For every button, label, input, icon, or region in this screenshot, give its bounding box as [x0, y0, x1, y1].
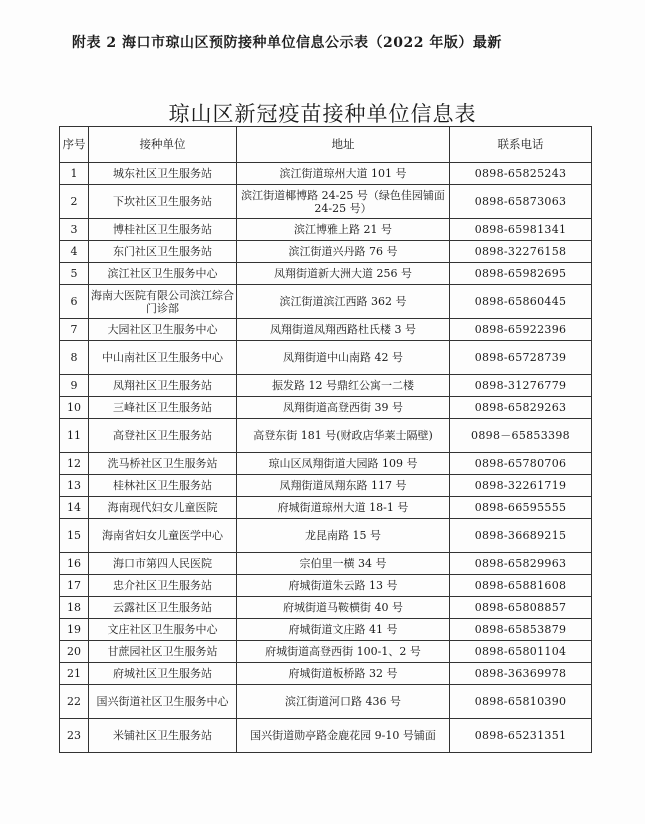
row-phone: 0898-66595555	[450, 497, 592, 519]
page-title: 琼山区新冠疫苗接种单位信息表	[168, 102, 477, 126]
row-no: 5	[60, 263, 89, 285]
table-row	[60, 319, 592, 341]
row-unit: 三峰社区卫生服务站	[89, 397, 237, 419]
table-row	[60, 453, 592, 475]
row-unit: 博桂社区卫生服务站	[89, 219, 237, 241]
table-row	[60, 375, 592, 397]
row-phone: 0898-65829963	[450, 553, 592, 575]
row-unit: 桂林社区卫生服务站	[89, 475, 237, 497]
column-header-no: 序号	[60, 127, 89, 163]
row-address: 府城街道马鞍横街 40 号	[237, 597, 450, 619]
row-no: 6	[60, 285, 89, 319]
row-unit: 海南省妇女儿童医学中心	[89, 519, 237, 553]
row-phone: 0898-65881608	[450, 575, 592, 597]
table-row	[60, 285, 592, 319]
row-address: 高登东街 181 号(财政店华莱士隔壁)	[237, 419, 450, 453]
row-phone: 0898-65728739	[450, 341, 592, 375]
row-address: 府城街道文庄路 41 号	[237, 619, 450, 641]
row-address: 宗伯里一横 34 号	[237, 553, 450, 575]
row-address: 府城街道琼州大道 18-1 号	[237, 497, 450, 519]
row-no: 4	[60, 241, 89, 263]
row-unit: 凤翔社区卫生服务站	[89, 375, 237, 397]
row-address: 琼山区凤翔街道大园路 109 号	[237, 453, 450, 475]
row-no: 8	[60, 341, 89, 375]
appendix-header: 附表 2 海口市琼山区预防接种单位信息公示表（2022 年版）最新	[72, 35, 502, 51]
row-unit: 大园社区卫生服务中心	[89, 319, 237, 341]
row-phone: 0898-65780706	[450, 453, 592, 475]
row-address: 振发路 12 号鼎红公寓一二楼	[237, 375, 450, 397]
row-address: 凤翔街道高登西街 39 号	[237, 397, 450, 419]
table-row	[60, 397, 592, 419]
row-address: 滨江街道琼州大道 101 号	[237, 163, 450, 185]
row-address: 府城街道朱云路 13 号	[237, 575, 450, 597]
row-address: 国兴街道勋亭路金鹿花园 9-10 号铺面	[237, 719, 450, 753]
row-phone: 0898-32261719	[450, 475, 592, 497]
row-address: 龙昆南路 15 号	[237, 519, 450, 553]
row-unit: 下坎社区卫生服务站	[89, 185, 237, 219]
table-row	[60, 553, 592, 575]
table-row	[60, 663, 592, 685]
row-unit: 海南大医院有限公司滨江综合门诊部	[89, 285, 237, 319]
row-no: 18	[60, 597, 89, 619]
table-row	[60, 519, 592, 553]
row-unit: 米铺社区卫生服务站	[89, 719, 237, 753]
row-unit: 国兴街道社区卫生服务中心	[89, 685, 237, 719]
row-no: 3	[60, 219, 89, 241]
row-phone: 0898-65860445	[450, 285, 592, 319]
row-no: 7	[60, 319, 89, 341]
row-unit: 城东社区卫生服务站	[89, 163, 237, 185]
row-no: 19	[60, 619, 89, 641]
table-row	[60, 575, 592, 597]
row-no: 15	[60, 519, 89, 553]
table-row	[60, 475, 592, 497]
row-no: 14	[60, 497, 89, 519]
row-phone: 0898-65982695	[450, 263, 592, 285]
row-no: 22	[60, 685, 89, 719]
row-address: 凤翔街道中山南路 42 号	[237, 341, 450, 375]
row-no: 1	[60, 163, 89, 185]
row-phone: 0898-65873063	[450, 185, 592, 219]
row-unit: 甘蔗园社区卫生服务站	[89, 641, 237, 663]
row-phone: 0898-65981341	[450, 219, 592, 241]
row-unit: 府城社区卫生服务站	[89, 663, 237, 685]
row-no: 2	[60, 185, 89, 219]
row-no: 13	[60, 475, 89, 497]
row-no: 12	[60, 453, 89, 475]
table-row	[60, 419, 592, 453]
row-address: 府城街道高登西街 100-1、2 号	[237, 641, 450, 663]
row-phone: 0898-65825243	[450, 163, 592, 185]
table-row	[60, 219, 592, 241]
row-address: 府城街道板桥路 32 号	[237, 663, 450, 685]
row-phone: 0898-32276158	[450, 241, 592, 263]
row-phone: 0898-65231351	[450, 719, 592, 753]
table-row	[60, 263, 592, 285]
row-no: 20	[60, 641, 89, 663]
row-unit: 文庄社区卫生服务中心	[89, 619, 237, 641]
table-row	[60, 241, 592, 263]
row-unit: 海南现代妇女儿童医院	[89, 497, 237, 519]
row-no: 9	[60, 375, 89, 397]
table-row	[60, 719, 592, 753]
table-row	[60, 685, 592, 719]
row-address: 凤翔街道凤翔东路 117 号	[237, 475, 450, 497]
row-unit: 忠介社区卫生服务站	[89, 575, 237, 597]
row-unit: 海口市第四人民医院	[89, 553, 237, 575]
row-no: 11	[60, 419, 89, 453]
column-header-unit: 接种单位	[89, 127, 237, 163]
row-phone: 0898-65808857	[450, 597, 592, 619]
row-unit: 高登社区卫生服务站	[89, 419, 237, 453]
column-header-address: 地址	[237, 127, 450, 163]
row-no: 10	[60, 397, 89, 419]
row-no: 16	[60, 553, 89, 575]
row-unit: 中山南社区卫生服务中心	[89, 341, 237, 375]
row-address: 滨江博雅上路 21 号	[237, 219, 450, 241]
table-row	[60, 641, 592, 663]
row-phone: 0898－65853398	[450, 419, 592, 453]
table-row	[60, 163, 592, 185]
table-row	[60, 185, 592, 219]
row-phone: 0898-65810390	[450, 685, 592, 719]
row-phone: 0898-36689215	[450, 519, 592, 553]
row-address: 凤翔街道新大洲大道 256 号	[237, 263, 450, 285]
row-no: 21	[60, 663, 89, 685]
row-phone: 0898-65853879	[450, 619, 592, 641]
row-no: 17	[60, 575, 89, 597]
table-row	[60, 619, 592, 641]
row-phone: 0898-65922396	[450, 319, 592, 341]
table-row	[60, 341, 592, 375]
row-address: 滨江街道椰博路 24-25 号（绿色佳园铺面 24-25 号）	[237, 185, 450, 219]
table-row	[60, 497, 592, 519]
row-phone: 0898-65829263	[450, 397, 592, 419]
row-unit: 洗马桥社区卫生服务站	[89, 453, 237, 475]
row-unit: 滨江社区卫生服务中心	[89, 263, 237, 285]
table-header-row	[60, 127, 592, 163]
row-no: 23	[60, 719, 89, 753]
column-header-phone: 联系电话	[450, 127, 592, 163]
row-unit: 东门社区卫生服务站	[89, 241, 237, 263]
vaccination-sites-table	[59, 126, 592, 753]
row-address: 凤翔街道凤翔西路杜氏楼 3 号	[237, 319, 450, 341]
row-address: 滨江街道河口路 436 号	[237, 685, 450, 719]
row-phone: 0898-31276779	[450, 375, 592, 397]
row-unit: 云露社区卫生服务站	[89, 597, 237, 619]
row-phone: 0898-36369978	[450, 663, 592, 685]
table-row	[60, 597, 592, 619]
row-phone: 0898-65801104	[450, 641, 592, 663]
row-address: 滨江街道兴丹路 76 号	[237, 241, 450, 263]
row-address: 滨江街道滨江西路 362 号	[237, 285, 450, 319]
